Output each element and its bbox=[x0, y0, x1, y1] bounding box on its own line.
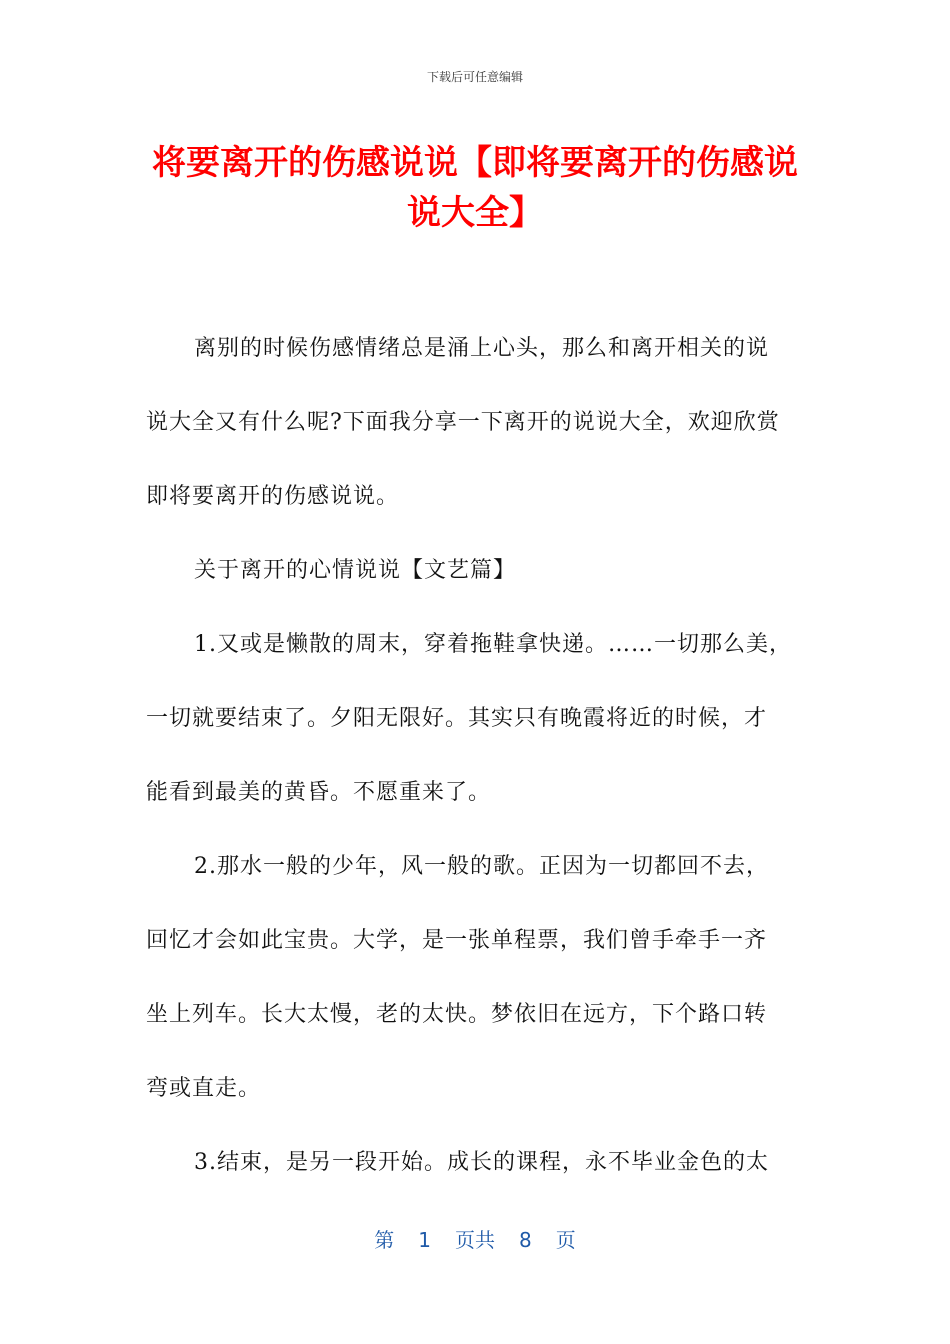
text-line: 3.结束，是另一段开始。成长的课程，永不毕业金色的太 bbox=[194, 1150, 769, 1175]
page-label: 第 bbox=[374, 1228, 395, 1252]
header-note: 下载后可任意编辑 bbox=[426, 70, 523, 84]
text-line: 一切就要结束了。夕阳无限好。其实只有晚霞将近的时候，才 bbox=[146, 706, 768, 731]
document-body bbox=[146, 312, 806, 1200]
text-line: 2.那水一般的少年，风一般的歌。正因为一切都回不去， bbox=[194, 854, 769, 879]
text-line: 离别的时候伤感情绪总是涌上心头，那么和离开相关的说 bbox=[194, 336, 770, 361]
section-heading: 关于离开的心情说说【文艺篇】 bbox=[194, 558, 517, 583]
total-pages: 8 bbox=[519, 1228, 532, 1252]
text-line: 能看到最美的黄昏。不愿重来了。 bbox=[146, 780, 492, 805]
text-line: 说大全又有什么呢?下面我分享一下离开的说说大全，欢迎欣赏 bbox=[146, 410, 780, 435]
of-label: 页共 bbox=[455, 1228, 495, 1252]
text-line: 弯或直走。 bbox=[146, 1076, 262, 1101]
page-footer bbox=[0, 1224, 950, 1253]
text-line: 回忆才会如此宝贵。大学，是一张单程票，我们曾手牵手一齐 bbox=[146, 928, 768, 953]
document-title: 将要离开的伤感说说【即将要离开的伤感说说大全】 bbox=[152, 143, 798, 233]
text-line: 坐上列车。长大太慢，老的太快。梦依旧在远方，下个路口转 bbox=[146, 1002, 768, 1027]
text-line: 即将要离开的伤感说说。 bbox=[146, 484, 400, 509]
text-line: 1.又或是懒散的周末，穿着拖鞋拿快递。……一切那么美， bbox=[194, 632, 792, 657]
page-number: 1 bbox=[418, 1228, 431, 1252]
page-suffix: 页 bbox=[555, 1228, 576, 1252]
